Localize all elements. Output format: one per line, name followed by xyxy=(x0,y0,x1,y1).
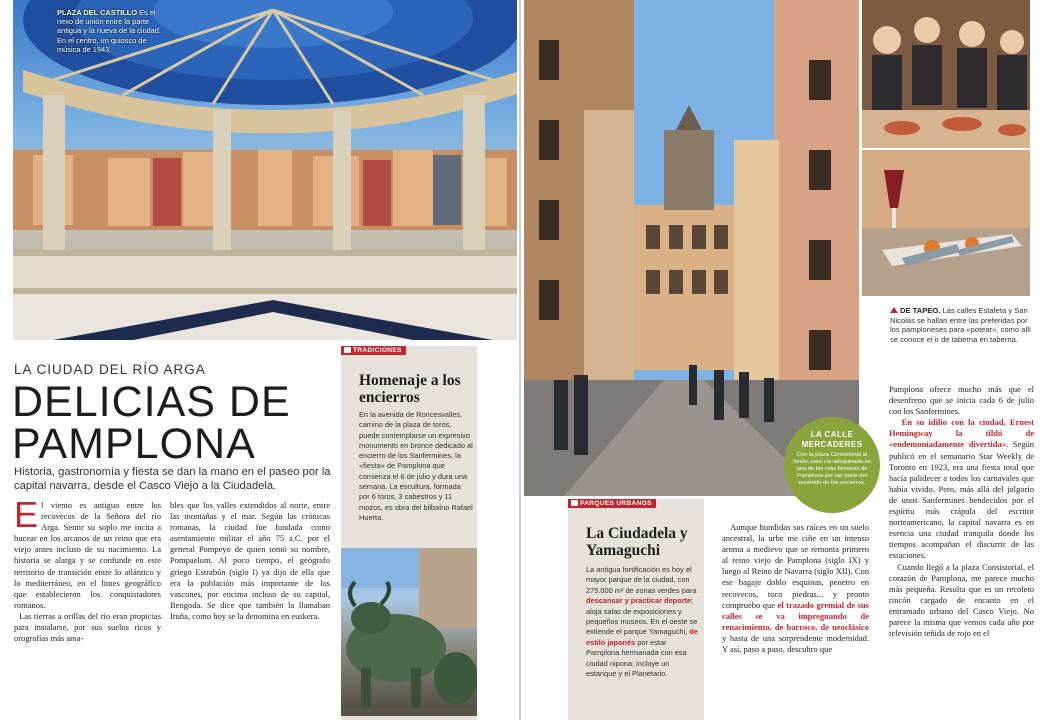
paragraph-text: Cuando llegó a la plaza Consistorial, el corazón de Pamplona, me parece mucho más pequeña. Resulta que es un recoleto rincón cargado de encanto en el entramado urbano del Casco Viejo. No parece la misma que vemos cada año por televisión teñida de rojo en el xyxy=(889,561,1034,639)
sidebar-text-part: ; aloja salas de exposiciones y pequeños museos. En el oeste se extiende el parque Yamaguchi, xyxy=(586,596,698,637)
bull-sculpture-illustration xyxy=(341,548,477,716)
paragraph xyxy=(722,522,869,655)
tapas-bar-photo xyxy=(862,0,1030,148)
highlight-text: En su idilio con la ciudad, Ernest Hemingway la tildó de «endemoniadamente divertida». xyxy=(889,417,1034,450)
paragraph-text: Pamplona ofrece mucho más que el desenfreno que se inicia cada 6 de julio con los Sanfermines. xyxy=(889,384,1034,417)
sidebar-tag xyxy=(568,499,656,508)
photo-caption-text: Es el nexo de unión entre la parte antigua y la nueva de la ciudad. En el centro, un quiosco de música de 1943. xyxy=(57,8,161,54)
sidebar-title: Homenaje a los encierros xyxy=(359,372,461,406)
tapas-bar-illustration xyxy=(862,0,1030,148)
paragraph-text: Aunque hundidas sus raíces en un suelo ancestral, la urbe me ciñe en un intenso aroma a medievo que se remonta primero al reino viejo de Pamplona (siglo IX) y luego al Reino de Navarra (siglo XII). Con ese bagaje doblo esquinas, penetro en recovecos, toco piedras... y pronto compruebo que xyxy=(722,522,869,610)
sidebar-text-part: por estar Pamplona hermanada con esa ciudad nipona; incluye un estanque y el Planetario. xyxy=(586,637,687,679)
badge-text: Con la plaza Consistorial al fondo, esta vía adoquinada es una de las más famosas de Pamplona por ser parte del recorrido de los encierros. xyxy=(793,452,871,486)
sidebar-text-part: La antigua fortificación es hoy el mayor parque de la ciudad, con 275.000 m² de zonas verdes para xyxy=(586,565,697,595)
body-column-1 xyxy=(14,494,162,644)
pinchos-illustration xyxy=(862,150,1030,296)
highlight-text: el trazado gremial de sus calles se va impregnando de renacimiento, de barroco, de neoclásico xyxy=(722,599,869,632)
paragraph xyxy=(889,417,1034,561)
badge-title-line-1: LA CALLE xyxy=(810,430,854,439)
pinchos-photo xyxy=(862,150,1030,296)
paragraph-text: y hasta de una sorprendente modernidad. Y así, paso a paso, descubro que xyxy=(722,632,869,655)
paragraph-text: bles que los valles extendidos al norte, entre las montañas y el mar. Según las crónicas romanas, la ciudad fue fundada como asentamiento militar el año 75 a.C. por el general Pompeyo de quien tomó su nombre, Pompaelum. Al poco tiempo, el geógrafo griego Estrabón (siglo I) ya dijo de ella que era la población más importante de los vascones, por encima incluso de su capital, Bengoda. Se dice que también la llamaban Iruña, como hoy se la denomina en euskera. xyxy=(170,500,330,621)
sidebar-text xyxy=(586,565,700,679)
photo-caption xyxy=(57,8,161,54)
paragraph xyxy=(14,494,161,611)
body-column-4 xyxy=(889,384,1034,639)
drop-cap: E xyxy=(14,494,39,535)
camera-icon xyxy=(344,347,351,353)
right-page xyxy=(524,0,1050,720)
paragraph xyxy=(14,611,161,644)
badge-title xyxy=(784,430,880,449)
body-column-3 xyxy=(722,522,869,655)
calle-mercaderes-badge xyxy=(784,417,880,513)
photo-caption-title: PLAZA DEL CASTILLO xyxy=(57,8,138,17)
badge-title-line-2: MERCADERES xyxy=(801,439,863,449)
headline-line-2: PAMPLONA xyxy=(12,420,256,468)
sidebar-text: En la avenida de Roncesvalles, camino de la plaza de toros, puede contemplarse un expresivo monumento en bronce dedicado al encierro de los Sanfermines, la «fiesta» de Pamplona que comienza el 6 de julio y dura una semana. La escultura, formada por 6 toros, 3 cabestros y 11 mozos, es obra del bilbaíno Rafael Huerta. xyxy=(359,410,473,522)
sidebar-highlight: descansar y practicar deporte xyxy=(586,596,692,606)
tree-icon xyxy=(571,500,578,506)
paragraph-text: l viento es antiguo entre los recovecos de la Señora del río Arga. Sentir su soplo me incita a bucear en los arcanos de un reino que era viejo antes incluso de su nacimiento. La historia se alarga y se confunde en este territorio de transición entre lo atlántico y lo mediterráneo, en el limes geográfico que establecieron los conquistadores romanos. xyxy=(14,500,161,610)
left-page xyxy=(0,0,521,720)
tapeo-caption-text: Las calles Estafeta y San Nicolás se hallan entre las preferidas por los pamploneses para «potear», como allí se conoce el ir de taberna en taberna. xyxy=(890,306,1031,345)
sidebar-highlight: de estilo japonés xyxy=(586,627,698,647)
sidebar-title: La Ciudadela y Yamaguchi xyxy=(586,525,688,559)
tapeo-caption xyxy=(890,306,1032,345)
paragraph-text: Las tierras a orillas del río eran propicias para instalarse, por sus suelos ricos y orografías más ama- xyxy=(14,610,162,644)
kicker: LA CIUDAD DEL RÍO ARGA xyxy=(14,362,206,377)
encierro-monument-photo xyxy=(341,548,477,716)
headline-line-1: DELICIAS DE xyxy=(12,378,291,426)
deck: Historia, gastronomía y fiesta se dan la mano en el paseo por la capital navarra, desde el Casco Viejo a la Ciudadela. xyxy=(14,466,331,492)
sidebar-tag xyxy=(341,346,406,355)
sidebar-tag-label: TRADICIONES xyxy=(353,347,402,354)
paragraph-text: Según publicó en el semanario Star Weekly de Toronto en 1923, era una fiesta total que hacía palidecer a todos los carnavales que había vivido. Pero, más allá del jolgorio de unos Sanfermines bendecidos por el espíritu más crápula del escritor norteamericano, la capital navarra es en esencia una ciudad tranquila donde los tiempos acompañan el discurrir de las estaciones. xyxy=(889,439,1035,561)
sidebar-tag-label: PARQUES URBANOS xyxy=(580,500,652,507)
tapeo-caption-title: DE TAPEO. xyxy=(900,306,941,315)
plaza-del-castillo-photo xyxy=(13,0,517,340)
headline xyxy=(12,378,342,468)
body-column-2 xyxy=(170,500,330,622)
triangle-marker-icon xyxy=(890,307,898,313)
sidebar-parques-urbanos xyxy=(568,499,704,720)
paragraph xyxy=(889,562,1034,640)
